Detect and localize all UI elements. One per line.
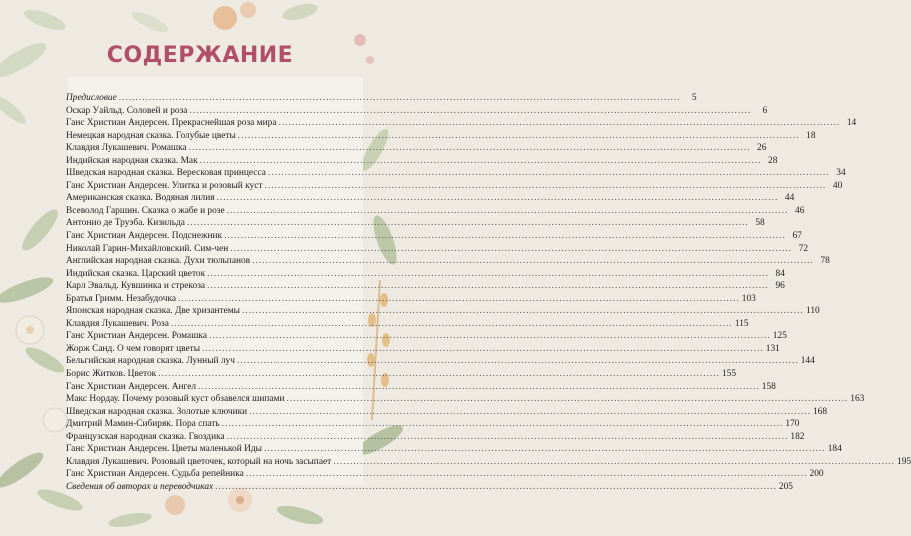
dot-leader (252, 255, 814, 268)
toc-entry[interactable] (66, 230, 802, 243)
toc-entry[interactable] (66, 167, 846, 180)
toc-entry-title: Английская народная сказка. Духи тюльпанов (66, 256, 251, 267)
toc-entry-page: 184 (827, 444, 842, 455)
toc-entry-page: 46 (795, 205, 805, 216)
toc-entry-title: Всеволод Гаршин. Сказка о жабе и розе (66, 205, 225, 216)
toc-entry[interactable] (66, 293, 756, 306)
toc-entry[interactable] (66, 268, 785, 281)
table-of-contents (66, 92, 911, 494)
dot-leader (119, 92, 681, 105)
toc-entry[interactable] (66, 142, 767, 155)
toc-entry[interactable] (66, 130, 816, 143)
toc-entry-page: 115 (734, 318, 749, 329)
toc-entry-title: Антонио де Труэба. Кизильда (66, 218, 185, 229)
dot-leader (268, 167, 830, 180)
toc-entry[interactable] (66, 431, 805, 444)
dot-leader (222, 418, 784, 431)
bottom-flowers (107, 488, 325, 530)
dot-leader (215, 481, 777, 494)
toc-entry-title: Ганс Христиан Андерсен. Ангел (66, 381, 197, 392)
toc-entry[interactable] (66, 481, 793, 494)
toc-entry[interactable] (66, 155, 778, 168)
dot-leader (209, 330, 771, 343)
toc-entry[interactable] (66, 343, 780, 356)
toc-entry[interactable] (66, 381, 776, 394)
toc-entry-title: Оскар Уайльд. Соловей и роза (66, 105, 188, 116)
toc-entry-title: Ганс Христиан Андерсен. Улитка и розовый куст (66, 180, 263, 191)
dot-leader (287, 393, 849, 406)
dot-leader (224, 230, 786, 243)
toc-entry-title: Ганс Христиан Андерсен. Прекраснейшая роза мира (66, 118, 277, 129)
toc-entry-title: Николай Гарин-Михайловский. Сим-чен (66, 243, 229, 254)
toc-entry-page: 72 (798, 243, 809, 254)
toc-entry-page: 14 (846, 118, 857, 129)
toc-entry-page: 168 (812, 406, 828, 417)
toc-entry-page: 96 (775, 281, 785, 292)
toc-entry-page: 195 (897, 456, 911, 467)
toc-entry-page: 28 (768, 155, 778, 166)
toc-entry-title: Французская народная сказка. Гвоздика (66, 431, 225, 442)
toc-entry-page: 34 (836, 168, 846, 179)
dot-leader (238, 130, 800, 143)
toc-entry-title: Индийская народная сказка. Мак (66, 155, 198, 166)
toc-entry-title: Ганс Христиан Андерсен. Ромашка (66, 331, 207, 342)
toc-entry-title: Клавдия Лукашевич. Розовый цветочек, который на ночь засыпает (66, 456, 332, 467)
dot-leader (178, 293, 740, 306)
dot-leader (227, 431, 789, 444)
toc-entry-page: 26 (757, 143, 767, 154)
toc-entry[interactable] (66, 92, 697, 105)
toc-entry-page: 163 (850, 394, 865, 405)
dot-leader (217, 192, 779, 205)
toc-entry-title: Японская народная сказка. Две хризантемы (66, 306, 240, 317)
toc-entry[interactable] (66, 393, 865, 406)
dot-leader (278, 117, 840, 130)
toc-entry-title: Бельгийская народная сказка. Лунный луч (66, 356, 235, 367)
toc-entry-page: 110 (806, 306, 820, 317)
toc-entry[interactable] (66, 305, 820, 318)
dot-leader (202, 343, 764, 356)
dot-leader (237, 355, 799, 368)
toc-entry[interactable] (66, 280, 785, 293)
toc-entry-page: 205 (778, 481, 793, 492)
toc-entry-title: Клавдия Лукашевич. Ромашка (66, 143, 187, 154)
toc-entry-page: 44 (784, 193, 795, 204)
toc-entry-page: 5 (691, 93, 697, 103)
toc-entry-page: 182 (790, 431, 805, 442)
toc-entry-page: 58 (755, 218, 765, 229)
toc-entry[interactable] (66, 205, 805, 218)
toc-entry-title: Борис Житков. Цветок (66, 369, 157, 380)
dot-leader (171, 318, 733, 331)
toc-entry-page: 158 (761, 381, 776, 392)
toc-entry[interactable] (66, 117, 857, 130)
dot-leader (207, 268, 769, 281)
dot-leader (200, 155, 762, 168)
toc-entry[interactable] (66, 243, 809, 256)
dot-leader (264, 443, 826, 456)
toc-entry-title: Сведения об авторах и переводчиках (66, 481, 214, 492)
toc-entry-page: 155 (721, 369, 737, 380)
dot-leader (198, 381, 760, 394)
toc-entry-title: Индийская сказка. Царский цветок (66, 268, 206, 279)
toc-entry-page: 103 (741, 293, 756, 304)
toc-entry-page: 6 (762, 105, 768, 116)
toc-entry-title: Немецкая народная сказка. Голубые цветы (66, 130, 236, 141)
page-title: СОДЕРЖАНИЕ (106, 43, 294, 68)
toc-entry-page: 125 (772, 331, 787, 342)
dot-leader (249, 406, 811, 419)
toc-entry[interactable] (66, 406, 828, 419)
dot-leader (158, 368, 720, 381)
toc-entry-title: Шведская народная сказка. Золотые ключики (66, 406, 248, 417)
toc-entry[interactable] (66, 217, 765, 230)
toc-entry[interactable] (66, 192, 795, 205)
dot-leader (207, 280, 769, 293)
dot-leader (227, 205, 789, 218)
toc-entry[interactable] (66, 318, 749, 331)
toc-entry-title: Карл Эвальд. Кувшинка и стрекоза (66, 281, 206, 292)
toc-entry-page: 67 (792, 231, 802, 242)
dot-leader (230, 243, 792, 256)
toc-entry[interactable] (66, 330, 787, 343)
toc-entry-title: Жорж Санд. О чем говорят цветы (66, 343, 201, 354)
dot-leader (265, 180, 827, 193)
dot-leader (242, 305, 804, 318)
toc-entry-title: Ганс Христиан Андерсен. Судьба репейника (66, 469, 244, 480)
toc-entry-page: 131 (765, 343, 780, 354)
toc-entry-title: Братья Гримм. Незабудочка (66, 293, 177, 304)
toc-entry-title: Макс Нордау. Почему розовый куст обзавелся шипами (66, 394, 285, 405)
toc-entry-page: 18 (806, 130, 816, 141)
toc-entry-title: Дмитрий Мамин-Сибиряк. Пора спать (66, 419, 220, 430)
toc-entry[interactable] (66, 180, 843, 193)
toc-entry-title: Предисловие (66, 93, 117, 103)
dot-leader (187, 217, 749, 230)
toc-entry-title: Американская сказка. Водяная лилия (66, 193, 215, 204)
toc-entry-page: 170 (785, 419, 800, 430)
toc-entry-page: 84 (775, 268, 785, 279)
dot-leader (189, 142, 751, 155)
toc-entry-page: 78 (820, 256, 830, 267)
toc-entry[interactable] (66, 418, 800, 431)
dot-leader (333, 456, 895, 469)
toc-entry[interactable] (66, 105, 768, 118)
toc-entry-title: Клавдия Лукашевич. Роза (66, 318, 169, 329)
dot-leader (246, 468, 808, 481)
toc-entry-page: 40 (832, 180, 843, 191)
toc-entry[interactable] (66, 368, 737, 381)
dot-leader (189, 105, 751, 118)
toc-entry[interactable] (66, 255, 830, 268)
toc-entry-title: Шведская народная сказка. Вересковая принцесса (66, 168, 266, 179)
toc-entry-title: Ганс Христиан Андерсен. Цветы маленькой Иды (66, 444, 262, 455)
toc-entry-page: 144 (800, 356, 815, 367)
toc-entry-page: 200 (809, 469, 824, 480)
toc-entry-title: Ганс Христиан Андерсен. Подснежник (66, 231, 223, 242)
toc-entry[interactable] (66, 443, 842, 456)
toc-entry[interactable] (66, 355, 815, 368)
toc-entry[interactable] (66, 456, 911, 469)
toc-entry[interactable] (66, 468, 824, 481)
